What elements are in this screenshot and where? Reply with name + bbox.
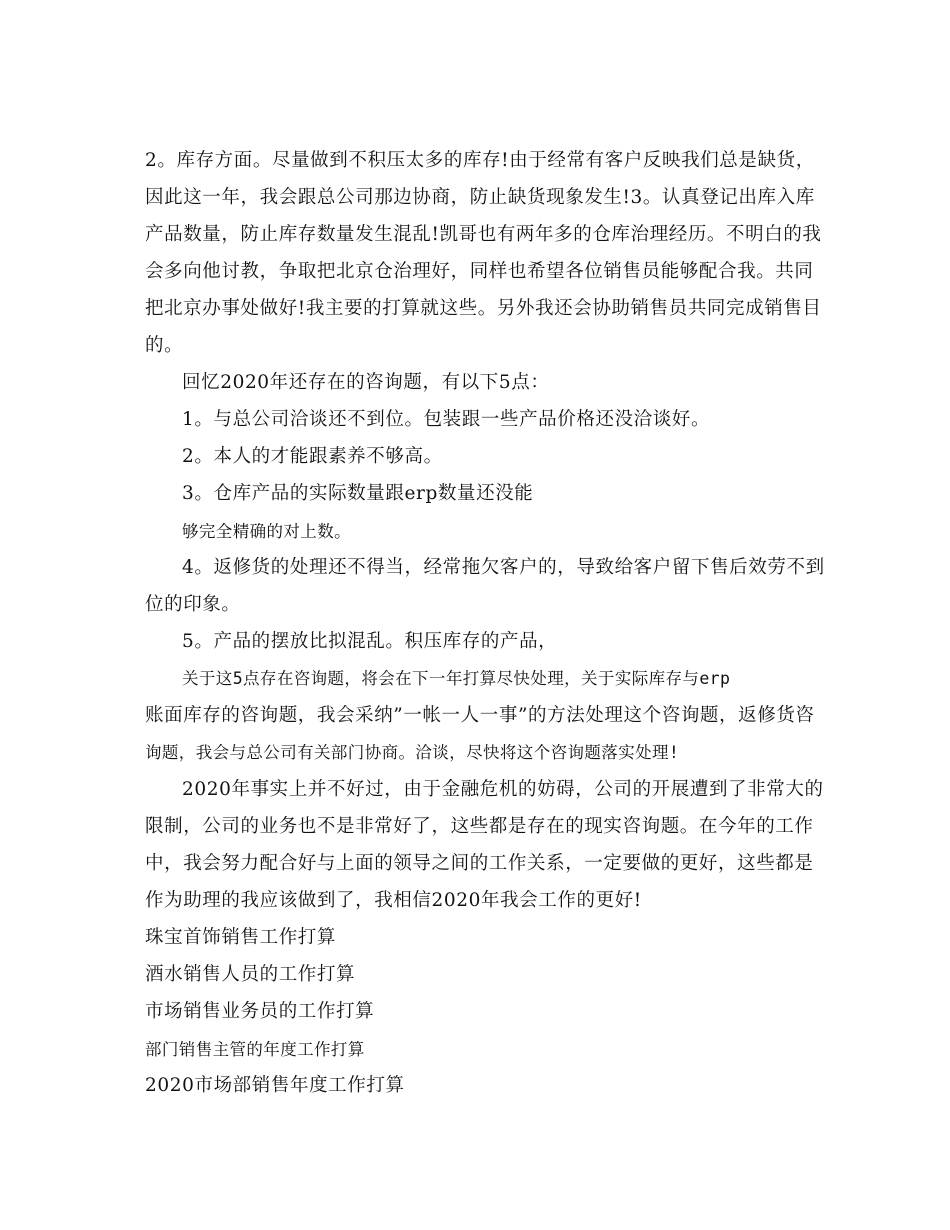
issue-item: 2。本人的才能跟素养不够高。 [182, 446, 443, 467]
paragraph-line: 2。库存方面。尽量做到不积压太多的库存!由于经常有客户反映我们总是缺货， [145, 150, 815, 171]
related-link[interactable]: 酒水销售人员的工作打算 [145, 964, 356, 985]
issue-item: 4。返修货的处理还不得当，经常拖欠客户的，导致给客户留下售后效劳不到 [182, 557, 825, 578]
resolution-line: 询题，我会与总公司有关部门协商。洽谈，尽快将这个咨询题落实处理! [145, 743, 680, 762]
paragraph-line: 因此这一年，我会跟总公司那边协商，防止缺货现象发生!3。认真登记出库入库 [145, 187, 815, 208]
closing-line: 限制，公司的业务也不是非常好了，这些都是存在的现实咨询题。在今年的工作 [145, 816, 814, 837]
related-link[interactable]: 市场销售业务员的工作打算 [145, 1001, 375, 1022]
closing-line: 2020年事实上并不好过，由于金融危机的妨碍，公司的开展遭到了非常大的 [182, 779, 824, 800]
resolution-line: 关于这5点存在咨询题，将会在下一年打算尽快处理，关于实际库存与erp [182, 669, 731, 688]
issue-item: 1。与总公司洽谈还不到位。包装跟一些产品价格还没洽谈好。 [182, 409, 711, 430]
issue-item-continuation: 位的印象。 [145, 594, 241, 615]
related-link[interactable]: 2020市场部销售年度工作打算 [145, 1075, 405, 1096]
resolution-line: 账面库存的咨询题，我会采纳”一帐一人一事”的方法处理这个咨询题，返修货咨 [145, 705, 815, 726]
paragraph-line: 会多向他讨教，争取把北京仓治理好，同样也希望各位销售员能够配合我。共同 [145, 261, 814, 282]
closing-line: 中，我会努力配合好与上面的领导之间的工作关系，一定要做的更好，这些都是 [145, 853, 814, 874]
closing-line: 作为助理的我应该做到了，我相信2020年我会工作的更好! [145, 890, 642, 911]
review-intro: 回忆2020年还存在的咨询题，有以下5点： [182, 372, 550, 393]
paragraph-line: 产品数量，防止库存数量发生混乱!凯哥也有两年多的仓库治理经历。不明白的我 [145, 224, 822, 245]
paragraph-line: 的。 [145, 335, 184, 356]
related-link[interactable]: 部门销售主管的年度工作打算 [145, 1040, 365, 1059]
related-link[interactable]: 珠宝首饰销售工作打算 [145, 927, 337, 948]
issue-item: 5。产品的摆放比拟混乱。积压库存的产品， [182, 631, 558, 652]
paragraph-line: 把北京办事处做好!我主要的打算就这些。另外我还会协助销售员共同完成销售目 [145, 298, 822, 319]
issue-item-continuation: 够完全精确的对上数。 [182, 522, 351, 541]
issue-item: 3。仓库产品的实际数量跟erp数量还没能 [182, 483, 534, 504]
